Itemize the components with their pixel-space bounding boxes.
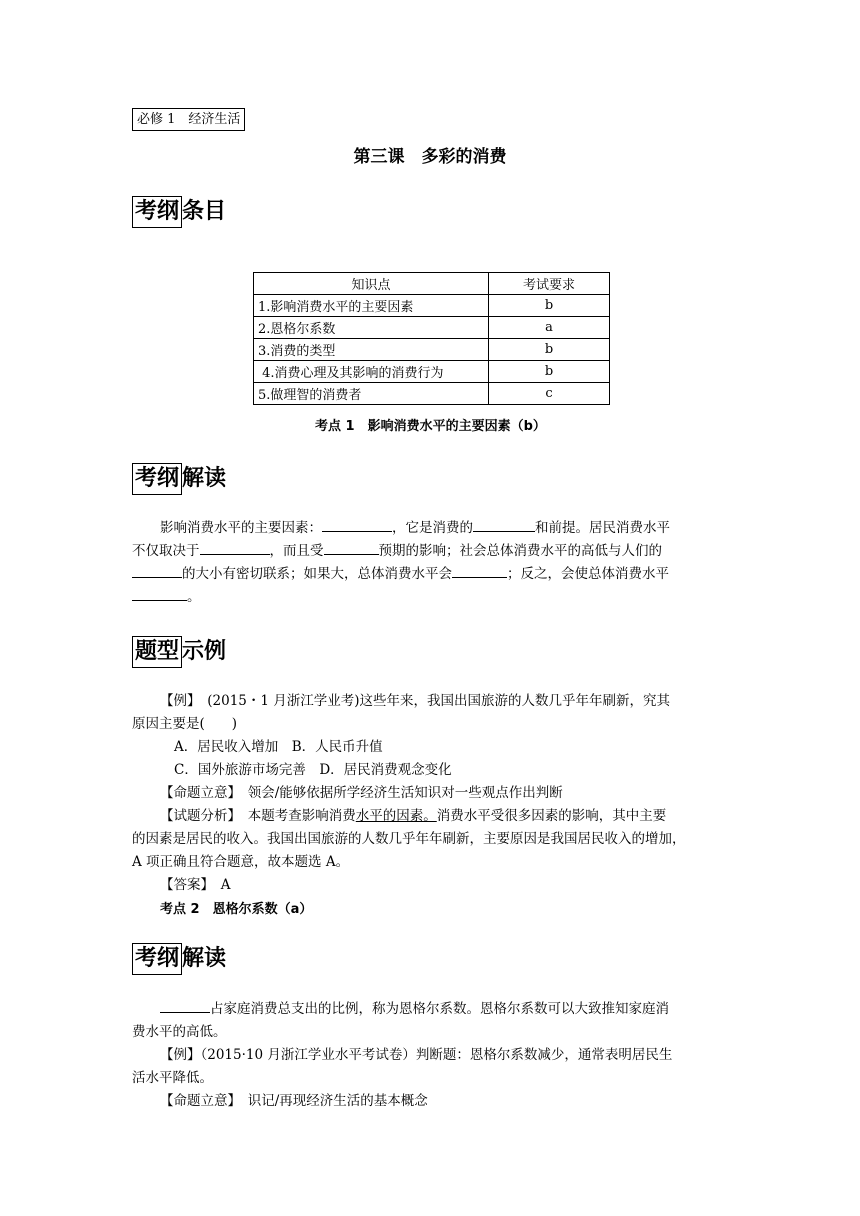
reading-text: 预期的影响；社会总体消费水平的高低与人们的 [378, 543, 662, 559]
option-a: A．居民收入增加 [174, 739, 279, 755]
example-question: 【例】（2015·10 月浙江学业水平考试卷）判断题：恩格尔系数减少，通常表明居民生 [160, 1047, 673, 1063]
analysis-text: 的因素是居民的收入。我国出国旅游的人数几乎年年刷新，主要原因是我国居民收入的增加， [132, 831, 686, 847]
reading-text: ，它是消费的 [392, 520, 473, 536]
fill-blank[interactable] [452, 563, 507, 578]
analysis-text: 【试题分析】 本题考查影响消费 [160, 808, 356, 824]
table-row [254, 295, 610, 317]
table-cell-knowledge: 4.消费心理及其影响的消费行为 [254, 361, 489, 383]
lesson-title: 第三课 多彩的消费 [353, 147, 507, 167]
fill-blank[interactable] [322, 517, 392, 532]
table-cell-requirement: b [489, 295, 610, 317]
example-question: 【例】 (2015・1 月浙江学业考)这些年来，我国出国旅游的人数几乎年年刷新，究其 [160, 693, 671, 709]
reading-text: 不仅取决于 [132, 543, 200, 559]
fill-blank[interactable] [324, 540, 379, 555]
section-heading-rest: 示例 [182, 639, 227, 664]
table-cell-knowledge: 2.恩格尔系数 [254, 317, 489, 339]
table-header-row [254, 273, 610, 295]
kaodian-2-title: 考点 2 恩格尔系数（a） [160, 902, 313, 917]
example-1 [132, 690, 730, 897]
answer: 【答案】 A [160, 877, 231, 893]
section-heading-boxed: 考纲 [132, 196, 182, 228]
reading-text: 占家庭消费总支出的比例，称为恩格尔系数。恩格尔系数可以大致推知家庭消 [210, 1001, 669, 1017]
section-heading-examples [132, 636, 226, 668]
analysis-text: A 项正确且符合题意，故本题选 A。 [132, 854, 350, 870]
mingti-liyi: 【命题立意】 领会/能够依据所学经济生活知识对一些观点作出判断 [160, 785, 563, 801]
section-heading-rest: 条目 [182, 199, 227, 224]
analysis-underlined: 水平的因素。 [355, 808, 437, 824]
table-cell-requirement: c [489, 383, 610, 405]
fill-blank[interactable] [132, 563, 182, 578]
section-heading-boxed: 考纲 [132, 943, 182, 975]
section-heading-reading [132, 463, 226, 495]
knowledge-table [253, 272, 610, 405]
course-tag: 必修 1 经济生活 [132, 108, 245, 131]
table-cell-requirement: a [489, 317, 610, 339]
option-d: D．居民消费观念变化 [319, 762, 452, 778]
fill-blank[interactable] [200, 540, 270, 555]
table-header-requirement: 考试要求 [489, 273, 610, 295]
reading-text: 影响消费水平的主要因素： [160, 520, 322, 536]
table-row [254, 361, 610, 383]
option-c: C．国外旅游市场完善 [174, 762, 306, 778]
fill-blank[interactable] [132, 586, 187, 601]
reading-text: 的大小有密切联系；如果大，总体消费水平会 [182, 566, 452, 582]
table-cell-knowledge: 1.影响消费水平的主要因素 [254, 295, 489, 317]
reading-text: ，而且受 [269, 543, 324, 559]
table-cell-requirement: b [489, 361, 610, 383]
kaodian-1-title: 考点 1 影响消费水平的主要因素（b） [315, 419, 546, 434]
table-cell-requirement: b [489, 339, 610, 361]
table-header-knowledge: 知识点 [254, 273, 489, 295]
option-b: B．人民币升值 [291, 739, 383, 755]
section-heading-boxed: 考纲 [132, 463, 182, 495]
section-heading-rest: 解读 [182, 946, 227, 971]
section-heading-rest: 解读 [182, 466, 227, 491]
reading-text: 和前提。居民消费水平 [535, 520, 670, 536]
fill-blank[interactable] [160, 998, 210, 1013]
reading-text: 。 [187, 589, 201, 605]
reading-text: ；反之，会使总体消费水平 [507, 566, 669, 582]
reading-paragraph-1 [132, 517, 730, 609]
example-question-cont: 活水平降低。 [132, 1070, 213, 1086]
mingti-liyi: 【命题立意】 识记/再现经济生活的基本概念 [160, 1093, 428, 1109]
analysis-text: 消费水平受很多因素的影响，其中主要 [436, 808, 667, 824]
section-heading-boxed: 题型 [132, 636, 182, 668]
table-cell-knowledge: 3.消费的类型 [254, 339, 489, 361]
table-cell-knowledge: 5.做理智的消费者 [254, 383, 489, 405]
table-row [254, 317, 610, 339]
example-question-cont: 原因主要是( ) [132, 716, 238, 732]
reading-text: 费水平的高低。 [132, 1024, 227, 1040]
section-heading-reading-2 [132, 943, 226, 975]
reading-paragraph-2 [132, 998, 730, 1113]
table-row [254, 383, 610, 405]
table-row [254, 339, 610, 361]
section-heading-outline [132, 196, 226, 228]
fill-blank[interactable] [473, 517, 535, 532]
